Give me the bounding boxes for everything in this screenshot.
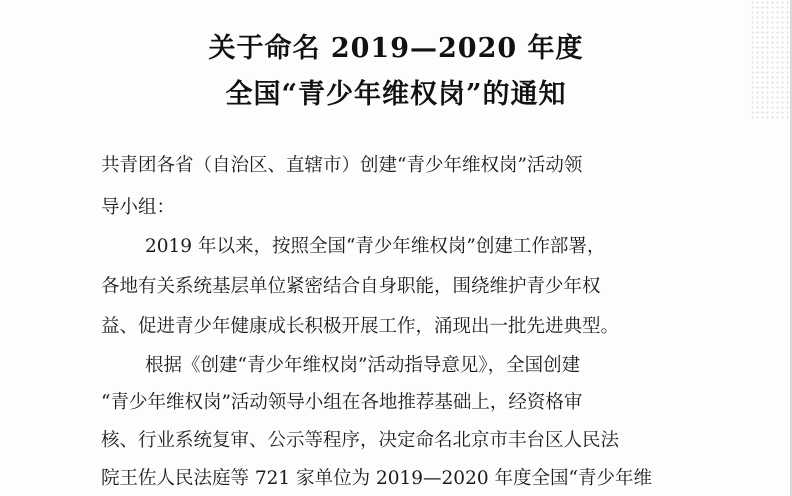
paragraph-line: 根据《创建“青少年维权岗”活动指导意见》，全国创建 xyxy=(145,355,581,376)
paragraph-line: “青少年维权岗”活动领导小组在各地推荐基础上，经资格审 xyxy=(101,392,583,413)
document-title-line-2: 全国“青少年维权岗”的通知 xyxy=(225,79,567,110)
salutation-line: 导小组： xyxy=(101,197,176,218)
document-title-line-1: 关于命名 2019—2020 年度 xyxy=(208,33,584,64)
salutation-line: 共青团各省（自治区、直辖市）创建“青少年维权岗”活动领 xyxy=(101,155,583,176)
paragraph-line: 2019 年以来，按照全国“青少年维权岗”创建工作部署， xyxy=(145,236,606,257)
paragraph-line: 各地有关系统基层单位紧密结合自身职能，围绕维护青少年权 xyxy=(101,276,601,297)
paragraph-line: 院王佐人民法庭等 721 家单位为 2019—2020 年度全国“青少年维 xyxy=(101,468,652,489)
paragraph-line: 益、促进青少年健康成长积极开展工作，涌现出一批先进典型。 xyxy=(101,316,620,337)
paragraph-line: 核、行业系统复审、公示等程序，决定命名北京市丰台区人民法 xyxy=(101,430,620,451)
